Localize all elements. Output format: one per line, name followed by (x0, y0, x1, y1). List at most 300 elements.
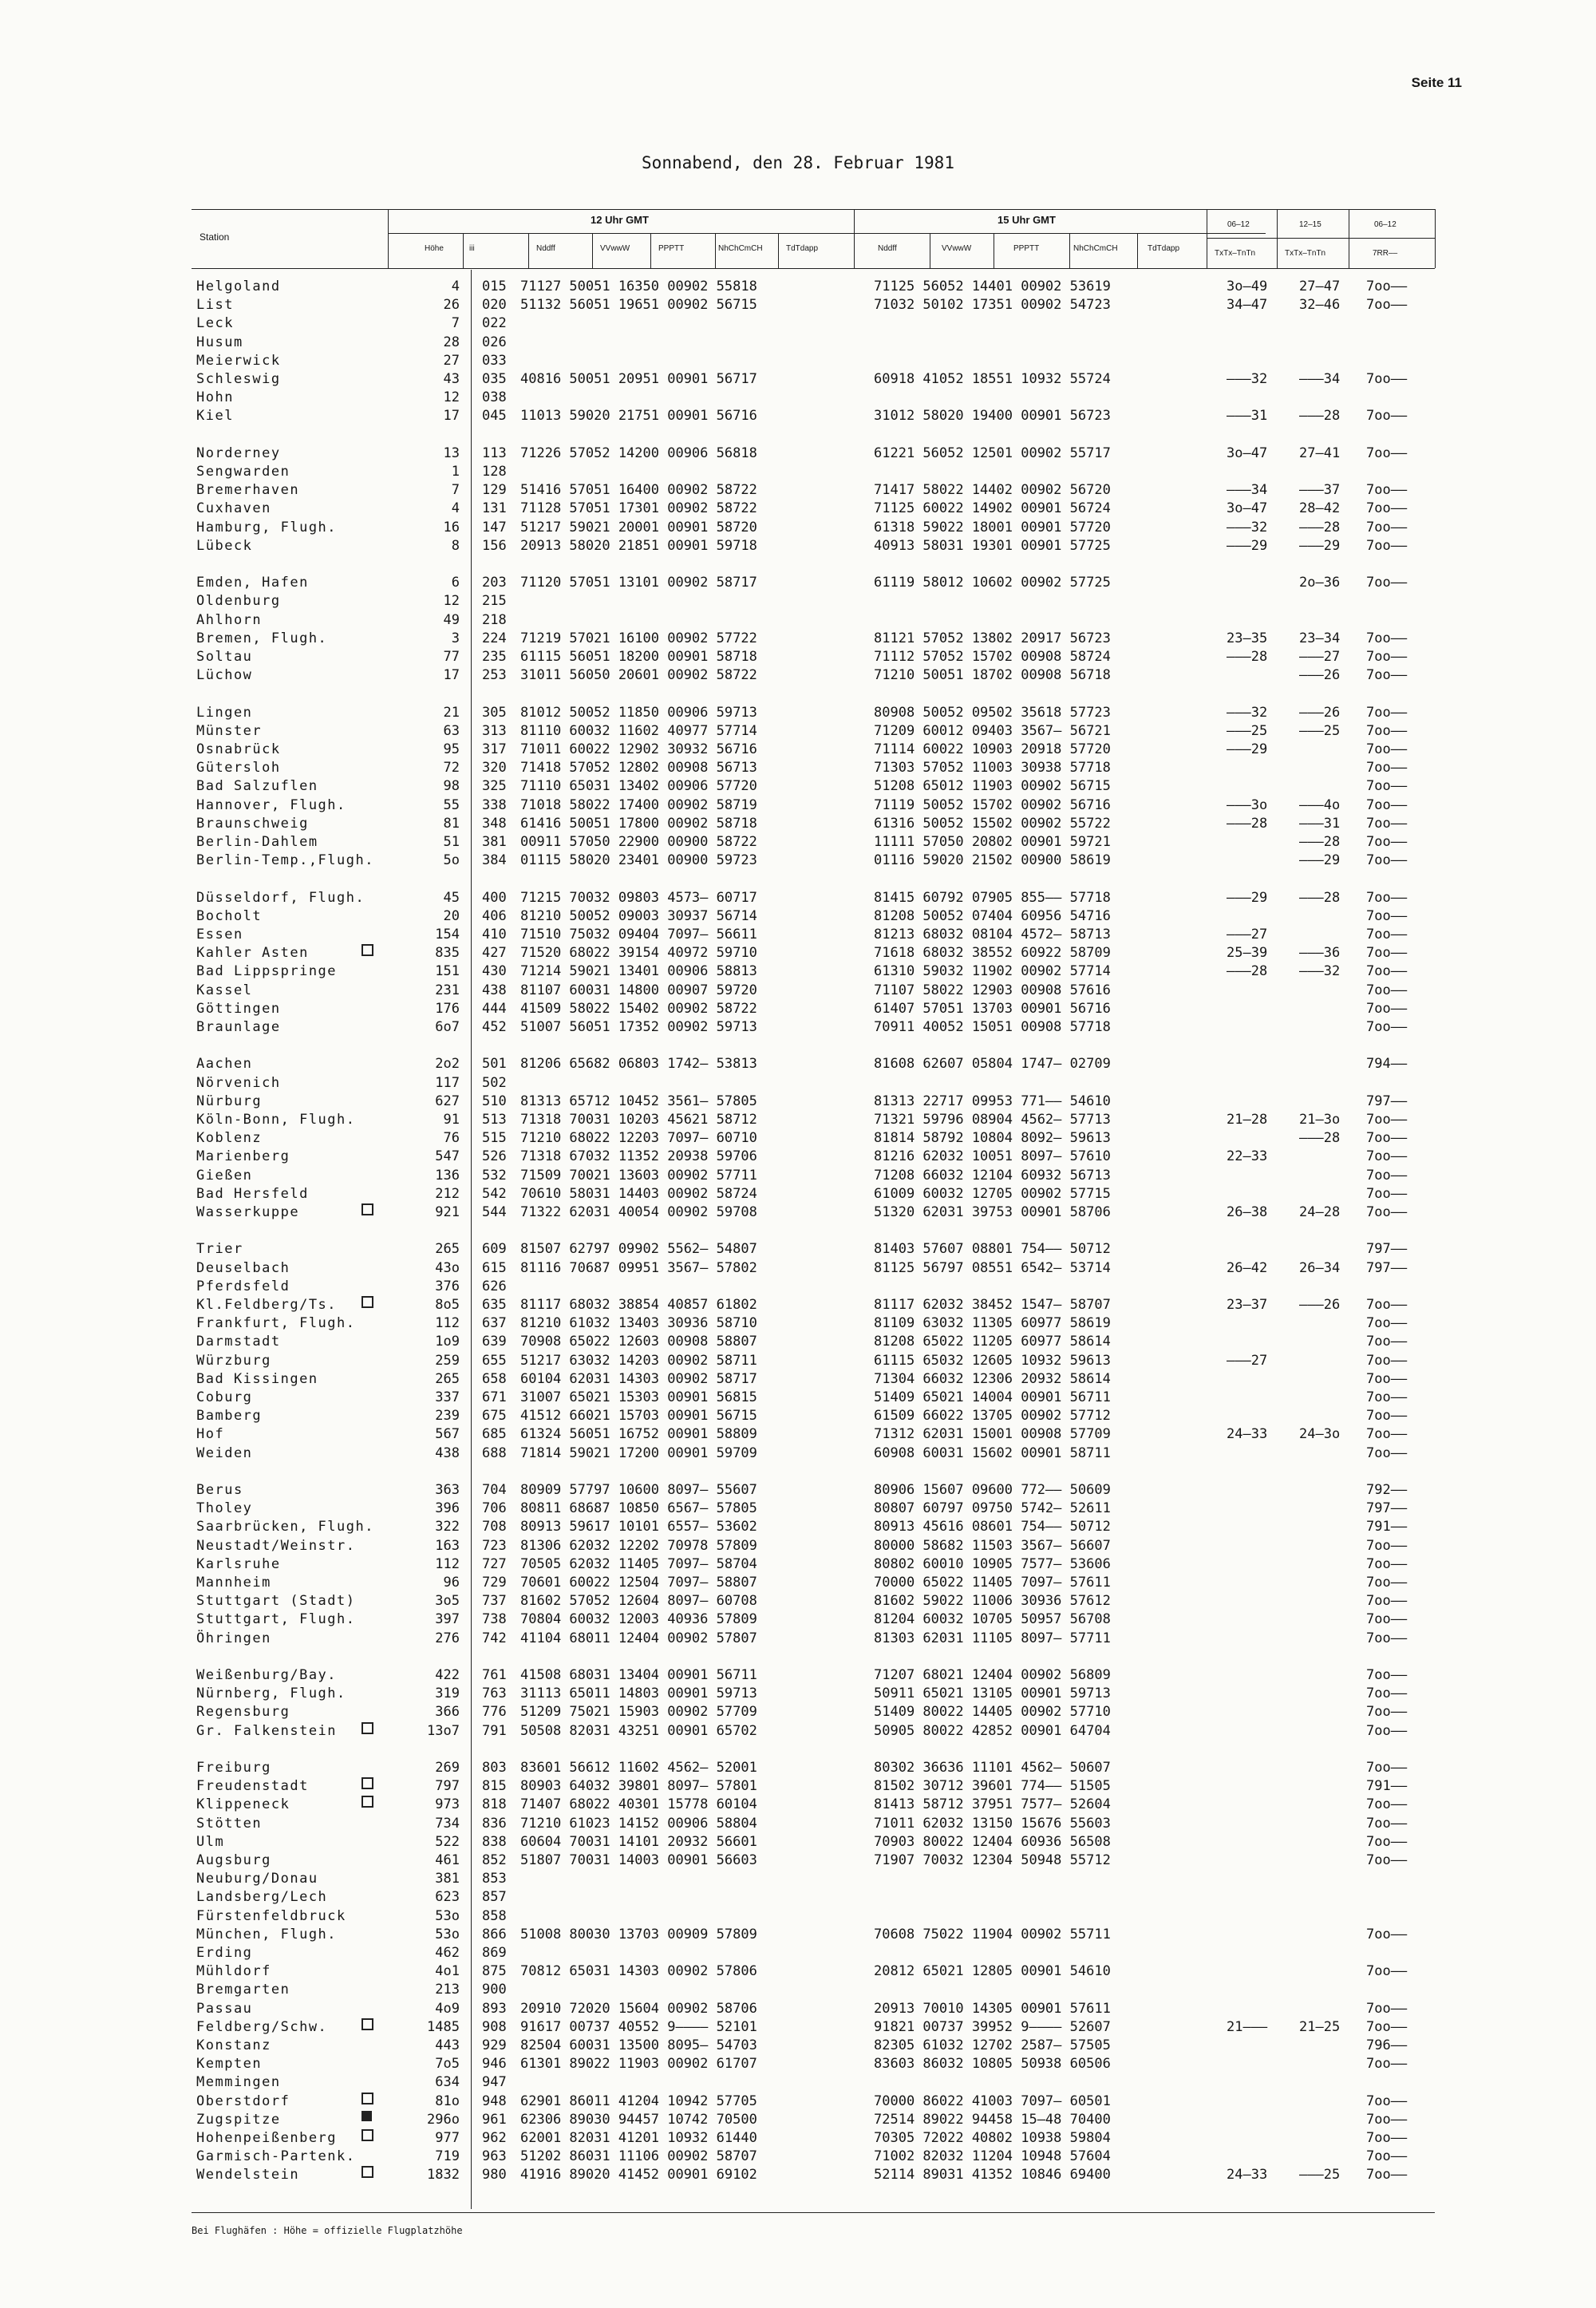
obs-15-gmt: 31012 58020 19400 00901 56723 (874, 408, 1111, 425)
temp-range-06-12: 26–42 (1227, 1259, 1268, 1276)
precip-06-12: 7oo–– (1366, 1019, 1408, 1035)
precip-06-12: 7oo–– (1366, 796, 1408, 813)
obs-12-gmt: 81012 50052 11850 00906 59713 (520, 704, 757, 721)
station-elevation: 231 (435, 982, 460, 998)
precip-06-12: 7oo–– (1366, 1352, 1408, 1369)
precip-06-12: 7oo–– (1366, 1370, 1408, 1387)
obs-15-gmt: 71011 62032 13150 15676 55603 (874, 1815, 1111, 1832)
temp-range-12-15: –––36 (1299, 945, 1341, 962)
precip-06-12: 7oo–– (1366, 445, 1408, 461)
square-icon (361, 2093, 373, 2104)
hoehe-header: Höhe (425, 244, 444, 253)
temp-range-12-15: 21–25 (1299, 2018, 1341, 2035)
station-id: 637 (482, 1315, 507, 1332)
obs-12-gmt: 11013 59020 21751 00901 56716 (520, 408, 757, 425)
station-id: 253 (482, 667, 507, 684)
precip-06-12: 7oo–– (1366, 852, 1408, 869)
obs-15-gmt: 70911 40052 15051 00908 57718 (874, 1019, 1111, 1035)
right-col-header: 06–12 (1374, 220, 1396, 229)
precip-06-12: 7oo–– (1366, 1796, 1408, 1813)
station-id: 317 (482, 741, 507, 757)
station-name: Coburg (196, 1389, 253, 1405)
temp-range-06-12: 24–33 (1227, 2167, 1268, 2184)
temp-range-06-12: –––25 (1227, 722, 1268, 739)
station-id: 501 (482, 1056, 507, 1073)
obs-12-gmt: 51007 56051 17352 00902 59713 (520, 1019, 757, 1035)
obs-12-gmt: 41508 68031 13404 00901 56711 (520, 1667, 757, 1683)
station-id: 763 (482, 1686, 507, 1702)
station-name: Leck (196, 315, 234, 332)
precip-06-12: 7oo–– (1366, 722, 1408, 739)
footnote: Bei Flughäfen : Höhe = offizielle Flugplatzhöhe (192, 2225, 463, 2236)
station-id: 015 (482, 279, 507, 294)
station-id: 224 (482, 630, 507, 646)
obs-12-gmt: 70601 60022 12504 7097– 58807 (520, 1575, 757, 1591)
obs-12-gmt: 70804 60032 12003 40936 57809 (520, 1611, 757, 1628)
station-id: 946 (482, 2056, 507, 2073)
temp-range-06-12: 3o–49 (1227, 279, 1268, 294)
precip-06-12: 7oo–– (1366, 1815, 1408, 1832)
temp-range-12-15: 28–42 (1299, 500, 1341, 517)
precip-06-12: 7oo–– (1366, 1112, 1408, 1128)
station-name: Aachen (196, 1056, 253, 1073)
obs-15-gmt: 71207 68021 12404 00902 56809 (874, 1667, 1111, 1683)
obs-12-gmt: 51217 63032 14203 00902 58711 (520, 1352, 757, 1369)
station-name: Ulm (196, 1833, 225, 1850)
square-icon (361, 944, 373, 956)
station-elevation: 265 (435, 1241, 460, 1258)
station-id: 947 (482, 2074, 507, 2091)
precip-06-12: 7oo–– (1366, 1575, 1408, 1591)
station-elevation: 53o (435, 1907, 460, 1924)
station-name: Zugspitze (196, 2111, 281, 2128)
station-header: Station (200, 231, 230, 243)
station-id: 761 (482, 1667, 507, 1683)
obs-15-gmt: 81303 62031 11105 8097– 57711 (874, 1630, 1111, 1646)
precip-06-12: 7oo–– (1366, 760, 1408, 777)
temp-range-12-15: 24–3o (1299, 1426, 1341, 1443)
station-elevation: 136 (435, 1167, 460, 1184)
obs-15-gmt: 01116 59020 21502 00900 58619 (874, 852, 1111, 869)
station-id: 685 (482, 1426, 507, 1443)
station-elevation: 63 (443, 722, 460, 739)
station-elevation: 81 (443, 815, 460, 832)
station-elevation: 53o (435, 1926, 460, 1942)
obs-15-gmt: 81213 68032 08104 4572– 58713 (874, 927, 1111, 943)
station-name: Mühldorf (196, 1963, 271, 1980)
station-name: Bad Salzuflen (196, 778, 318, 795)
station-id: 708 (482, 1519, 507, 1535)
precip-06-12: 7oo–– (1366, 1389, 1408, 1405)
station-elevation: 3 (451, 630, 460, 646)
obs-12-gmt: 71128 57051 17301 00902 58722 (520, 500, 757, 517)
station-id: 900 (482, 1982, 507, 1998)
obs-12-gmt: 61115 56051 18200 00901 58718 (520, 649, 757, 665)
station-elevation: 96 (443, 1575, 460, 1591)
obs-12-gmt: 01115 58020 23401 00900 59723 (520, 852, 757, 869)
obs-15-gmt: 60908 60031 15602 00901 58711 (874, 1444, 1111, 1461)
station-elevation: 27 (443, 352, 460, 369)
obs-12-gmt: 80913 59617 10101 6557– 53602 (520, 1519, 757, 1535)
obs-12-gmt: 41512 66021 15703 00901 56715 (520, 1408, 757, 1425)
precip-06-12: 7oo–– (1366, 2130, 1408, 2146)
station-elevation: 366 (435, 1704, 460, 1721)
sub-header: Nddff (878, 244, 897, 253)
station-name: Marienberg (196, 1148, 290, 1165)
temp-range-06-12: 25–39 (1227, 945, 1268, 962)
station-elevation: 8 (451, 537, 460, 554)
obs-15-gmt: 81602 59022 11006 30936 57612 (874, 1593, 1111, 1610)
precip-06-12: 7oo–– (1366, 2167, 1408, 2184)
station-elevation: 835 (435, 945, 460, 962)
obs-12-gmt: 71814 59021 17200 00901 59709 (520, 1444, 757, 1461)
temp-range-12-15: –––25 (1299, 2167, 1341, 2184)
station-name: Bremgarten (196, 1982, 290, 1998)
temp-range-12-15: –––29 (1299, 537, 1341, 554)
sub-header: VVwwW (600, 244, 630, 253)
station-elevation: 1485 (427, 2018, 460, 2035)
station-elevation: 21 (443, 704, 460, 721)
obs-15-gmt: 71303 57052 11003 30938 57718 (874, 760, 1111, 777)
obs-12-gmt: 71127 50051 16350 00902 55818 (520, 279, 757, 294)
station-elevation: 1 (451, 464, 460, 480)
temp-range-06-12: –––34 (1227, 482, 1268, 499)
station-id: 129 (482, 482, 507, 499)
precip-06-12: 7oo–– (1366, 1426, 1408, 1443)
obs-12-gmt: 82504 60031 13500 8095– 54703 (520, 2037, 757, 2053)
temp-range-06-12: –––31 (1227, 408, 1268, 425)
temp-range-06-12: 23–35 (1227, 630, 1268, 646)
station-name: Darmstadt (196, 1334, 281, 1350)
obs-12-gmt: 81602 57052 12604 8097– 60708 (520, 1593, 757, 1610)
precip-06-12: 7oo–– (1366, 1334, 1408, 1350)
station-elevation: 522 (435, 1833, 460, 1850)
station-name: Neustadt/Weinstr. (196, 1537, 356, 1554)
station-id: 866 (482, 1926, 507, 1942)
station-name: Bremen, Flugh. (196, 630, 328, 646)
station-elevation: 319 (435, 1686, 460, 1702)
station-name: Lüchow (196, 667, 253, 684)
precip-06-12: 7oo–– (1366, 630, 1408, 646)
obs-15-gmt: 70608 75022 11904 00902 55711 (874, 1926, 1111, 1942)
obs-15-gmt: 71417 58022 14402 00902 56720 (874, 482, 1111, 499)
obs-15-gmt: 71114 60022 10903 20918 57720 (874, 741, 1111, 757)
square-icon (361, 1203, 373, 1215)
obs-12-gmt: 71210 61023 14152 00906 58804 (520, 1815, 757, 1832)
temp-range-06-12: –––32 (1227, 519, 1268, 536)
station-name: Oberstdorf (196, 2093, 290, 2109)
station-name: Bad Hersfeld (196, 1185, 309, 1202)
obs-15-gmt: 71210 50051 18702 00908 56718 (874, 667, 1111, 684)
station-name: Tholey (196, 1500, 253, 1517)
precip-06-12: 7oo–– (1366, 1315, 1408, 1332)
station-name: Nörvenich (196, 1074, 281, 1091)
obs-15-gmt: 11111 57050 20802 00901 59721 (874, 834, 1111, 850)
obs-15-gmt: 71107 58022 12903 00908 57616 (874, 982, 1111, 998)
station-name: Osnabrück (196, 741, 281, 757)
obs-12-gmt: 41916 89020 41452 00901 69102 (520, 2167, 757, 2184)
station-elevation: 112 (435, 1315, 460, 1332)
station-name: Feldberg/Schw. (196, 2018, 328, 2035)
station-id: 729 (482, 1575, 507, 1591)
station-name: Mannheim (196, 1575, 271, 1591)
temp-range-12-15: –––28 (1299, 519, 1341, 536)
station-id: 858 (482, 1907, 507, 1924)
precip-06-12: 797–– (1366, 1500, 1408, 1517)
sub-header: Nddff (536, 244, 555, 253)
station-id: 147 (482, 519, 507, 536)
obs-12-gmt: 41509 58022 15402 00902 58722 (520, 1000, 757, 1017)
obs-15-gmt: 61119 58012 10602 00902 57725 (874, 575, 1111, 591)
station-name: Stuttgart, Flugh. (196, 1611, 356, 1628)
obs-15-gmt: 71032 50102 17351 00902 54723 (874, 297, 1111, 314)
station-id: 737 (482, 1593, 507, 1610)
temp-range-06-12: –––32 (1227, 371, 1268, 387)
obs-15-gmt: 61221 56052 12501 00902 55717 (874, 445, 1111, 461)
station-id: 384 (482, 852, 507, 869)
station-elevation: 3o5 (435, 1593, 460, 1610)
station-elevation: 17 (443, 408, 460, 425)
precip-06-12: 7oo–– (1366, 1611, 1408, 1628)
iii-header: iii (469, 244, 475, 253)
station-name: Kassel (196, 982, 253, 998)
precip-06-12: 7oo–– (1366, 815, 1408, 832)
gmt12-header: 12 Uhr GMT (591, 214, 649, 226)
obs-12-gmt: 51416 57051 16400 00902 58722 (520, 482, 757, 499)
station-name: Landsberg/Lech (196, 1889, 328, 1906)
station-elevation: 13 (443, 445, 460, 461)
precip-06-12: 7oo–– (1366, 1686, 1408, 1702)
station-elevation: 16 (443, 519, 460, 536)
station-id: 948 (482, 2093, 507, 2109)
station-name: Bamberg (196, 1408, 263, 1425)
station-name: Stötten (196, 1815, 263, 1832)
right-sub-header: 7RR–– (1373, 249, 1398, 258)
station-id: 963 (482, 2148, 507, 2165)
obs-12-gmt: 20913 58020 21851 00901 59718 (520, 537, 757, 554)
precip-06-12: 7oo–– (1366, 741, 1408, 757)
temp-range-06-12: –––28 (1227, 963, 1268, 980)
station-name: Bad Lippspringe (196, 963, 338, 980)
station-name: Oldenburg (196, 593, 281, 610)
page-number: Seite 11 (1411, 75, 1462, 90)
precip-06-12: 791–– (1366, 1778, 1408, 1795)
station-elevation: 1832 (427, 2167, 460, 2184)
station-name: Memmingen (196, 2074, 281, 2091)
obs-12-gmt: 81507 62797 09902 5562– 54807 (520, 1241, 757, 1258)
station-id: 026 (482, 334, 507, 350)
station-name: Neuburg/Donau (196, 1871, 318, 1887)
precip-06-12: 7oo–– (1366, 1630, 1408, 1646)
obs-12-gmt: 41104 68011 12404 00902 57807 (520, 1630, 757, 1646)
obs-12-gmt: 71120 57051 13101 00902 58717 (520, 575, 757, 591)
station-id: 348 (482, 815, 507, 832)
precip-06-12: 792–– (1366, 1482, 1408, 1498)
temp-range-06-12: –––29 (1227, 741, 1268, 757)
station-elevation: 151 (435, 963, 460, 980)
station-id: 438 (482, 982, 507, 998)
station-elevation: 269 (435, 1760, 460, 1776)
station-id: 688 (482, 1444, 507, 1461)
station-id: 815 (482, 1778, 507, 1795)
obs-12-gmt: 71318 67032 11352 20938 59706 (520, 1148, 757, 1165)
obs-12-gmt: 71214 59021 13401 00906 58813 (520, 963, 757, 980)
temp-range-06-12: 3o–47 (1227, 500, 1268, 517)
station-elevation: 547 (435, 1148, 460, 1165)
station-elevation: 49 (443, 611, 460, 628)
temp-range-06-12: –––3o (1227, 796, 1268, 813)
station-name: Klippeneck (196, 1796, 290, 1813)
station-elevation: 213 (435, 1982, 460, 1998)
station-name: Lingen (196, 704, 253, 721)
station-name: Wendelstein (196, 2167, 300, 2184)
obs-15-gmt: 81413 58712 37951 7577– 52604 (874, 1796, 1111, 1813)
temp-range-12-15: –––25 (1299, 722, 1341, 739)
station-id: 626 (482, 1278, 507, 1294)
precip-06-12: 7oo–– (1366, 1760, 1408, 1776)
station-elevation: 6o7 (435, 1019, 460, 1035)
station-name: Hof (196, 1426, 225, 1443)
station-elevation: 4 (451, 279, 460, 294)
station-elevation: 276 (435, 1630, 460, 1646)
station-id: 033 (482, 352, 507, 369)
station-elevation: 734 (435, 1815, 460, 1832)
station-name: Passau (196, 2000, 253, 2017)
precip-06-12: 7oo–– (1366, 889, 1408, 906)
obs-12-gmt: 80903 64032 39801 8097– 57801 (520, 1778, 757, 1795)
station-name: Öhringen (196, 1630, 271, 1646)
station-elevation: 7 (451, 482, 460, 499)
obs-15-gmt: 81814 58792 10804 8092– 59613 (874, 1130, 1111, 1147)
station-elevation: 76 (443, 1130, 460, 1147)
obs-12-gmt: 70812 65031 14303 00902 57806 (520, 1963, 757, 1980)
obs-15-gmt: 51409 65021 14004 00901 56711 (874, 1389, 1111, 1405)
temp-range-12-15: –––28 (1299, 408, 1341, 425)
temp-range-12-15: –––34 (1299, 371, 1341, 387)
station-id: 962 (482, 2130, 507, 2146)
station-name: Berus (196, 1482, 243, 1498)
square-icon (361, 1722, 373, 1734)
square-icon (361, 2018, 373, 2030)
obs-12-gmt: 51807 70031 14003 00901 56603 (520, 1852, 757, 1868)
station-elevation: 163 (435, 1537, 460, 1554)
temp-range-06-12: 22–33 (1227, 1148, 1268, 1165)
station-id: 658 (482, 1370, 507, 1387)
obs-15-gmt: 61310 59032 11902 00902 57714 (874, 963, 1111, 980)
obs-12-gmt: 31113 65011 14803 00901 59713 (520, 1686, 757, 1702)
station-elevation: 719 (435, 2148, 460, 2165)
temp-range-06-12: –––27 (1227, 1352, 1268, 1369)
obs-12-gmt: 31011 56050 20601 00902 58722 (520, 667, 757, 684)
temp-range-12-15: 23–34 (1299, 630, 1341, 646)
station-id: 045 (482, 408, 507, 425)
station-elevation: 461 (435, 1852, 460, 1868)
station-elevation: 112 (435, 1555, 460, 1572)
precip-06-12: 797–– (1366, 1241, 1408, 1258)
station-elevation: 265 (435, 1370, 460, 1387)
temp-range-12-15: –––28 (1299, 834, 1341, 850)
precip-06-12: 7oo–– (1366, 537, 1408, 554)
station-elevation: 438 (435, 1444, 460, 1461)
station-name: Berlin-Dahlem (196, 834, 318, 850)
precip-06-12: 797–– (1366, 1259, 1408, 1276)
temp-range-12-15: 32–46 (1299, 297, 1341, 314)
obs-15-gmt: 71119 50052 15702 00902 56716 (874, 796, 1111, 813)
station-elevation: 98 (443, 778, 460, 795)
station-id: 723 (482, 1537, 507, 1554)
station-id: 609 (482, 1241, 507, 1258)
station-id: 803 (482, 1760, 507, 1776)
square-icon (361, 2166, 373, 2178)
obs-12-gmt: 40816 50051 20951 00901 56717 (520, 371, 757, 387)
obs-15-gmt: 40913 58031 19301 00901 57725 (874, 537, 1111, 554)
station-id: 444 (482, 1000, 507, 1017)
square-icon (361, 1777, 373, 1789)
temp-range-12-15: 27–41 (1299, 445, 1341, 461)
station-elevation: 8o5 (435, 1297, 460, 1313)
station-name: Würzburg (196, 1352, 271, 1369)
obs-12-gmt: 51202 86031 11106 00902 58707 (520, 2148, 757, 2165)
station-elevation: 322 (435, 1519, 460, 1535)
obs-15-gmt: 81208 50052 07404 60956 54716 (874, 907, 1111, 924)
obs-15-gmt: 81109 63032 11305 60977 58619 (874, 1315, 1111, 1332)
temp-range-12-15: –––4o (1299, 796, 1341, 813)
obs-15-gmt: 61509 66022 13705 00902 57712 (874, 1408, 1111, 1425)
temp-range-12-15: –––28 (1299, 889, 1341, 906)
precip-06-12: 7oo–– (1366, 1555, 1408, 1572)
station-name: Bad Kissingen (196, 1370, 318, 1387)
station-id: 513 (482, 1112, 507, 1128)
temp-range-12-15: 26–34 (1299, 1259, 1341, 1276)
station-id: 325 (482, 778, 507, 795)
sub-header: PPPTT (658, 244, 685, 253)
temp-range-06-12: 34–47 (1227, 297, 1268, 314)
station-name: Gütersloh (196, 760, 281, 777)
precip-06-12: 7oo–– (1366, 704, 1408, 721)
station-elevation: 91 (443, 1112, 460, 1128)
station-name: Karlsruhe (196, 1555, 281, 1572)
obs-12-gmt: 51132 56051 19651 00902 56715 (520, 297, 757, 314)
station-id: 430 (482, 963, 507, 980)
station-name: Hamburg, Flugh. (196, 519, 338, 536)
station-name: Trier (196, 1241, 243, 1258)
obs-15-gmt: 51320 62031 39753 00901 58706 (874, 1204, 1111, 1220)
obs-15-gmt: 82305 61032 12702 2587– 57505 (874, 2037, 1111, 2053)
temp-range-12-15: –––26 (1299, 667, 1341, 684)
station-name: Nürburg (196, 1093, 263, 1109)
obs-12-gmt: 81116 70687 09951 3567– 57802 (520, 1259, 757, 1276)
precip-06-12: 7oo–– (1366, 1185, 1408, 1202)
obs-12-gmt: 31007 65021 15303 00901 56815 (520, 1389, 757, 1405)
obs-12-gmt: 81306 62032 12202 70978 57809 (520, 1537, 757, 1554)
right-sub-header: TxTx–TnTn (1285, 249, 1326, 258)
station-id: 704 (482, 1482, 507, 1498)
precip-06-12: 7oo–– (1366, 297, 1408, 314)
square-icon (361, 1296, 373, 1308)
station-id: 875 (482, 1963, 507, 1980)
obs-12-gmt: 71110 65031 13402 00906 57720 (520, 778, 757, 795)
obs-12-gmt: 91617 00737 40552 9–––– 52101 (520, 2018, 757, 2035)
station-id: 338 (482, 796, 507, 813)
station-name: Frankfurt, Flugh. (196, 1315, 356, 1332)
station-id: 738 (482, 1611, 507, 1628)
precip-06-12: 7oo–– (1366, 1204, 1408, 1220)
station-elevation: 337 (435, 1389, 460, 1405)
station-elevation: 43o (435, 1259, 460, 1276)
precip-06-12: 7oo–– (1366, 2148, 1408, 2165)
station-id: 776 (482, 1704, 507, 1721)
station-elevation: 12 (443, 389, 460, 406)
